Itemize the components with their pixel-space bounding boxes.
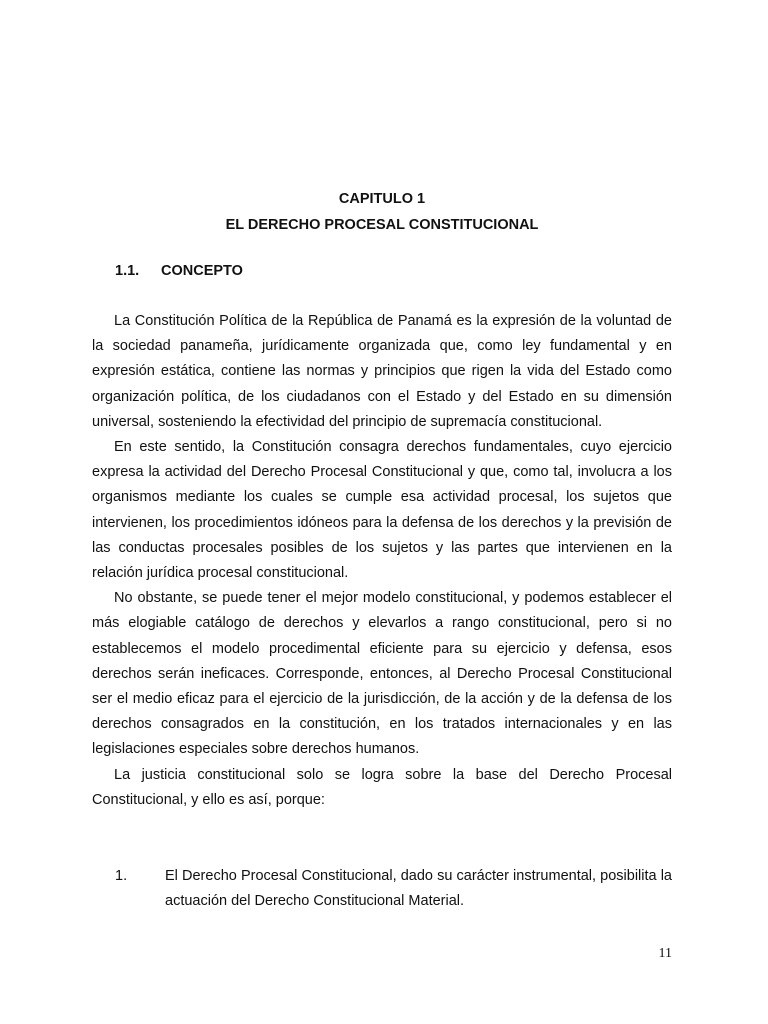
list-item xyxy=(92,864,672,914)
numbered-list xyxy=(92,864,672,914)
list-item-text: El Derecho Procesal Constitucional, dado su carácter instrumental, posibilita la actuación del Derecho Constitucional Material. xyxy=(165,868,672,910)
page-number: 11 xyxy=(658,946,672,961)
body-text xyxy=(92,309,672,813)
paragraph: No obstante, se puede tener el mejor modelo constitucional, y podemos establecer el más elogiable catálogo de derechos y elevarlos a rango constitucional, pero si no establecemos el modelo procedimental eficiente para su ejercicio y defensa, esos derechos serán ineficaces. Corresponde, entonces, al Derecho Procesal Constitucional ser el medio eficaz para el ejercicio de la jurisdicción, de la acción y de la defensa de los derechos consagrados en la constitución, en los tratados internacionales y en las legislaciones especiales sobre derechos humanos. xyxy=(92,590,672,758)
paragraph: La Constitución Política de la República de Panamá es la expresión de la voluntad de la sociedad panameña, jurídicamente organizada que, como ley fundamental y en expresión estática, contiene las normas y principios que rigen la vida del Estado como organización política, de los ciudadanos con el Estado y del Estado en su dimensión universal, sosteniendo la efectividad del principio de supremacía constitucional. xyxy=(92,313,672,430)
section-title: CONCEPTO xyxy=(161,263,243,279)
chapter-label: CAPITULO 1 xyxy=(338,191,426,207)
section-number: 1.1. xyxy=(115,263,140,279)
list-item-number: 1. xyxy=(115,868,128,884)
paragraph: En este sentido, la Constitución consagra derechos fundamentales, cuyo ejercicio expresa la actividad del Derecho Procesal Constitucional y que, como tal, involucra a los organismos mediante los cuales se cumple esa actividad procesal, los sujetos que intervienen, los procedimientos idóneos para la defensa de los derechos y la previsión de las conductas procesales posibles de los sujetos y las partes que intervienen en la relación jurídica procesal constitucional. xyxy=(92,439,672,582)
chapter-title: EL DERECHO PROCESAL CONSTITUCIONAL xyxy=(225,217,539,233)
chapter-heading xyxy=(92,186,672,238)
section-heading xyxy=(115,261,243,281)
paragraph: La justicia constitucional solo se logra sobre la base del Derecho Procesal Constitucional, y ello es así, porque: xyxy=(92,766,672,808)
